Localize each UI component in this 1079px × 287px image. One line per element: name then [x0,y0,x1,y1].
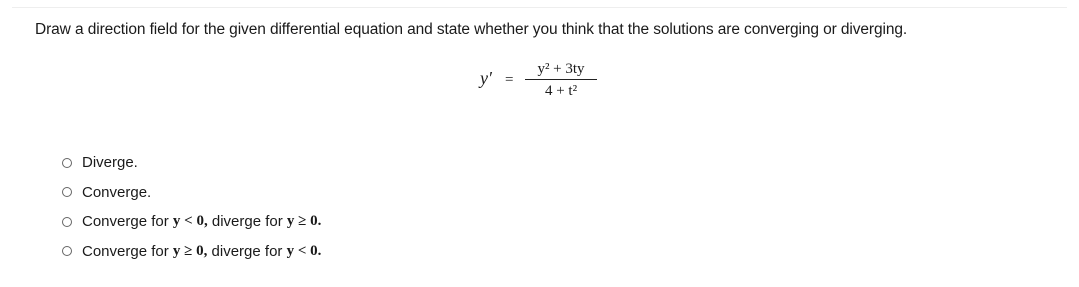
option-label-middle: diverge for [207,213,287,231]
question-text: Draw a direction field for the given differential equation and state whether you think that the solutions are converging or diverging. [35,21,908,38]
radio-button-icon[interactable] [62,158,72,168]
option-converge[interactable] [62,178,321,208]
option-diverge[interactable] [62,148,321,178]
radio-button-icon[interactable] [62,217,72,227]
fraction-bar [525,79,597,80]
radio-button-icon[interactable] [62,246,72,256]
equation-denominator: 4 + t² [544,83,578,99]
radio-button-icon[interactable] [62,187,72,197]
option-condition-1: y < 0, [172,213,208,230]
option-label-prefix: Converge for [82,242,173,260]
option-label: Converge. [82,183,152,201]
differential-equation [480,60,620,110]
equation-numerator: y² + 3ty [537,61,585,77]
equation-equals-sign: = [505,72,514,88]
option-label: Diverge. [82,154,138,172]
equation-fraction [525,60,597,100]
option-condition-2: y < 0. [286,242,322,259]
top-divider [12,7,1067,8]
answer-options [62,148,321,266]
equation-lhs: y′ [480,68,492,88]
option-label-middle: diverge for [207,242,287,260]
option-label-prefix: Converge for [82,213,173,231]
option-condition-1: y ≥ 0, [172,242,208,259]
option-converge-y-negative[interactable] [62,207,321,237]
option-converge-y-nonnegative[interactable] [62,237,321,267]
option-condition-2: y ≥ 0. [286,213,322,230]
